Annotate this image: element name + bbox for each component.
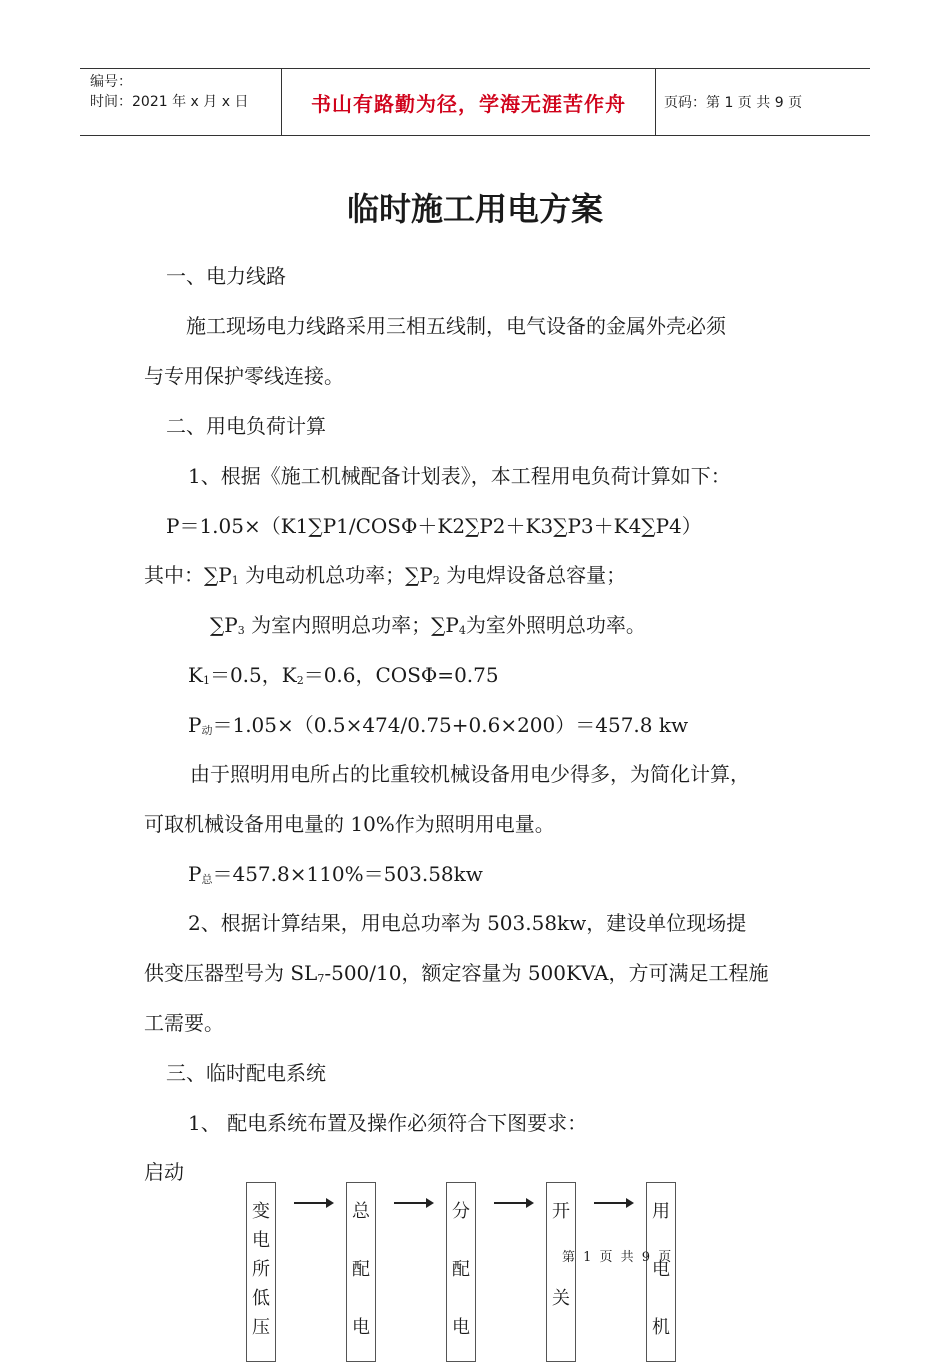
lighting-paragraph-line1: 由于照明用电所占的比重较机械设备用电少得多，为简化计算， <box>190 762 750 786</box>
section2-heading: 二、用电负荷计算 <box>166 414 326 438</box>
flow-arrow-3 <box>494 1202 532 1204</box>
flow-arrow-4 <box>594 1202 632 1204</box>
document-title: 临时施工用电方案 <box>346 190 603 228</box>
header-time: 时间：2021 年 x 月 x 日 <box>90 94 249 110</box>
load-formula: P＝1.05×（K1∑P1/COSΦ＋K2∑P2＋K3∑P3＋K4∑P4） <box>166 514 702 538</box>
section3-heading: 三、临时配电系统 <box>166 1061 326 1085</box>
flow-box-switch: 开 关 <box>546 1182 576 1362</box>
start-label: 启动 <box>144 1160 184 1184</box>
total-power-line: $P_总=457.8\times 110\%=503.58kw$ <box>188 862 483 886</box>
header-motto-cell <box>282 69 656 135</box>
formula-where-line2: $\sum P_3$ 为室内照明总功率；$\sum P_4$为室外照明总功率。 <box>210 613 646 637</box>
formula-where-line1: 其中：$\sum P_1$ 为电动机总功率；$\sum P_2$ 为电焊设备总容量； <box>144 563 627 587</box>
section2-item2-line1: 2、根据计算结果，用电总功率为 503.58kw，建设单位现场提 <box>188 911 747 935</box>
section1-paragraph-line2: 与专用保护零线连接。 <box>144 364 344 388</box>
header-motto: 书山有路勤为径，学海无涯苦作舟 <box>311 91 626 116</box>
lighting-paragraph-line2: 可取机械设备用电量的 10%作为照明用电量。 <box>144 812 555 836</box>
header-code: 编号： <box>90 74 132 90</box>
header-page-info: 页码：第 1 页 共 9 页 <box>664 95 803 111</box>
flow-arrow-2 <box>394 1202 432 1204</box>
document-header <box>80 68 870 136</box>
motor-power-line: $P_动=1.05\times(0.5\times 474/0.75+0.6\times 200)=457.8$ kw <box>188 713 689 737</box>
flow-box-substation: 变 电 所 低 压 <box>246 1182 276 1362</box>
section3-item1: 1、 配电系统布置及操作必须符合下图要求： <box>188 1111 588 1135</box>
flow-box-main-distribution: 总 配 电 <box>346 1182 376 1362</box>
header-meta <box>80 69 282 135</box>
flow-arrow-1 <box>294 1202 332 1204</box>
coefficient-line: $K_1=0.5$，$K_2=0.6$，COSΦ=0.75 <box>188 663 499 687</box>
section1-heading: 一、电力线路 <box>166 264 286 288</box>
section2-item1: 1、根据《施工机械配备计划表》，本工程用电负荷计算如下： <box>188 464 731 488</box>
page-footer: 第 1 页 共 9 页 <box>562 1250 674 1265</box>
section2-item2-line3: 工需要。 <box>144 1011 224 1035</box>
flow-box-sub-distribution: 分 配 电 <box>446 1182 476 1362</box>
section2-item2-line2: 供变压器型号为 $SL_7-500/10$，额定容量为 500KVA，方可满足工程施 <box>144 961 769 985</box>
flow-box-electric-machine: 用 电 机 <box>646 1182 676 1362</box>
section1-paragraph-line1: 施工现场电力线路采用三相五线制，电气设备的金属外壳必须 <box>186 314 726 338</box>
